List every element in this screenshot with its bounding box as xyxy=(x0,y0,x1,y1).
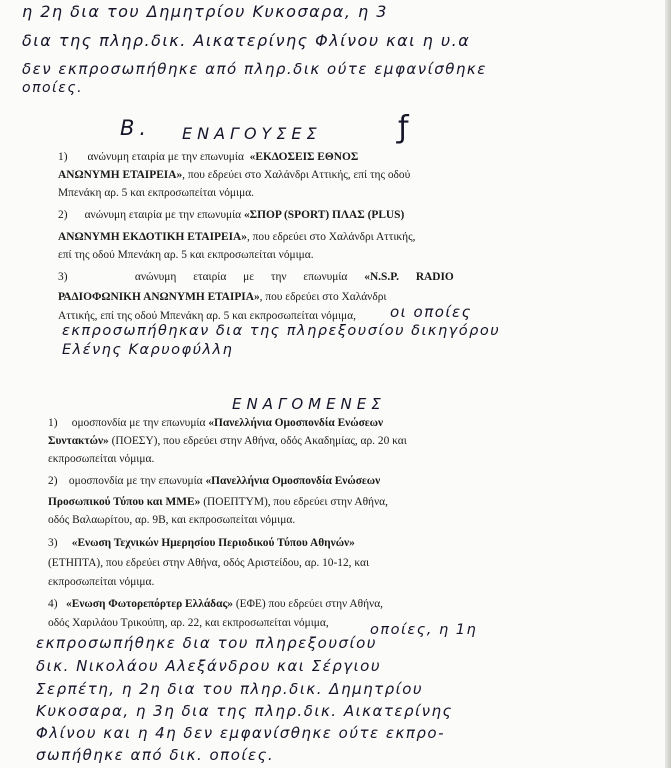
handwritten-note-line: δια της πληρ.δικ. Αικατερίνης Φλίνου και η υ.α xyxy=(22,31,471,50)
margin-slash-mark: ƒ xyxy=(398,110,409,145)
claimant-1-line-2: ΑΝΩΝΥΜΗ ΕΤΑΙΡΕΙΑ», που εδρεύει στο Χαλάνδρι Αττικής, επί της οδού xyxy=(58,169,411,181)
handwritten-annotation: εκπροσωπήθηκαν δια της πληρεξουσίου δικηγόρου xyxy=(62,323,501,339)
section-b-heading: ΕΝΑΓΟΥΣΕΣ xyxy=(182,124,322,143)
handwritten-annotation: δικ. Νικολάου Αλεξάνδρου και Σέργιου xyxy=(36,657,382,675)
handwritten-annotation: Φλίνου και η 4η δεν εμφανίσθηκε ούτε εκπρο- xyxy=(36,724,446,742)
claimant-1-line-3: Μπενάκη αρ. 5 και εκπροσωπείται νόμιμα. xyxy=(58,187,255,199)
defendant-3-line-3: εκπροσωπείται νόμιμα. xyxy=(48,576,155,588)
defendant-1-line-1: 1) ομοσπονδία με την επωνυμία «Πανελλήνια Ομοσπονδία Ενώσεων xyxy=(48,417,384,429)
defendant-4-line-2: οδός Χαριλάου Τρικούπη, αρ. 22, και εκπροσωπείται νόμιμα, xyxy=(48,617,329,629)
defendant-4-line-1: 4) «Ενωση Φωτορεπόρτερ Ελλάδας» (ΕΦΕ) που εδρεύει στην Αθήνα, xyxy=(48,598,384,610)
claimant-3-line-2: ΡΑΔΙΟΦΩΝΙΚΗ ΑΝΩΝΥΜΗ ΕΤΑΙΡΙΑ», που εδρεύει στο Χαλάνδρι xyxy=(58,291,387,303)
defendant-1-line-2: Συντακτών» (ΠΟΕΣΥ), που εδρεύει στην Αθήνα, οδός Ακαδημίας, αρ. 20 και xyxy=(48,435,407,447)
claimant-2-line-1: 2) ανώνυμη εταιρία με την επωνυμία «ΣΠΟΡ (SPORT) ΠΛΑΣ (PLUS) xyxy=(58,209,405,221)
handwritten-annotation: Σερπέτη, η 2η δια του πληρ.δικ. Δημητρίου xyxy=(36,680,424,698)
handwritten-note-line: οποίες. xyxy=(22,80,84,96)
handwritten-annotation: Κυκοσαρα, η 3η δια της πληρ.δικ. Αικατερίνης xyxy=(36,702,453,720)
defendant-2-line-1: 2) ομοσπονδία με την επωνυμία «Πανελλήνια Ομοσπονδία Ενώσεων xyxy=(48,475,381,487)
defendant-2-line-3: οδός Βαλαωρίτου, αρ. 9Β, και εκπροσωπείται νόμιμα. xyxy=(48,514,296,526)
defendant-2-line-2: Προσωπικού Τύπου και ΜΜΕ» (ΠΟΕΠΤΥΜ), που εδρεύει στην Αθήνα, xyxy=(48,496,388,508)
handwritten-annotation: σωπήθηκε από δικ. οποίες. xyxy=(36,746,275,764)
handwritten-annotation: εκπροσωπήθηκε δια του πληρεξουσίου xyxy=(36,634,377,652)
claimant-2-line-2: ΑΝΩΝΥΜΗ ΕΚΔΟΤΙΚΗ ΕΤΑΙΡΕΙΑ», που εδρεύει στο Χαλάνδρι Αττικής, xyxy=(58,231,416,243)
handwritten-annotation: οι οποίες xyxy=(390,303,472,321)
handwritten-note-line: δεν εκπροσωπήθηκε από πληρ.δικ ούτε εμφανίσθηκε xyxy=(22,60,487,78)
scan-edge-shadow xyxy=(665,0,671,768)
handwritten-annotation: οποίες, η 1η xyxy=(370,622,478,638)
defendant-3-line-2: (ΕΤΗΠΤΑ), που εδρεύει στην Αθήνα, οδός Αριστείδου, αρ. 10-12, και xyxy=(48,557,370,569)
defendant-1-line-3: εκπροσωπείται νόμιμα. xyxy=(48,453,155,465)
claimant-1-line-1: 1) ανώνυμη εταιρία με την επωνυμία «ΕΚΔΟΣΕΙΣ ΕΘΝΟΣ xyxy=(58,151,359,163)
section-c-heading: ΕΝΑΓΟΜΕΝΕΣ xyxy=(232,395,386,413)
defendant-3-line-1: 3) «Ενωση Τεχνικών Ημερησίου Περιοδικού Τύπου Αθηνών» xyxy=(48,537,355,549)
handwritten-note-line: η 2η δια του Δημητρίου Κυκοσαρα, η 3 xyxy=(22,2,388,21)
handwritten-annotation: Ελένης Καρυοφύλλη xyxy=(62,342,234,358)
claimant-3-line-3: Αττικής, επί της οδού Μπενάκη αρ. 5 και εκπροσωπείται νόμιμα, xyxy=(58,310,356,322)
claimant-3-line-1: 3) ανώνυμη εταιρία με την επωνυμία «N.S.P. RADIO xyxy=(58,271,454,283)
section-b-letter: Β. xyxy=(120,116,152,140)
claimant-2-line-3: επί της οδού Μπενάκη αρ. 5 και εκπροσωπείται νόμιμα. xyxy=(58,249,314,261)
